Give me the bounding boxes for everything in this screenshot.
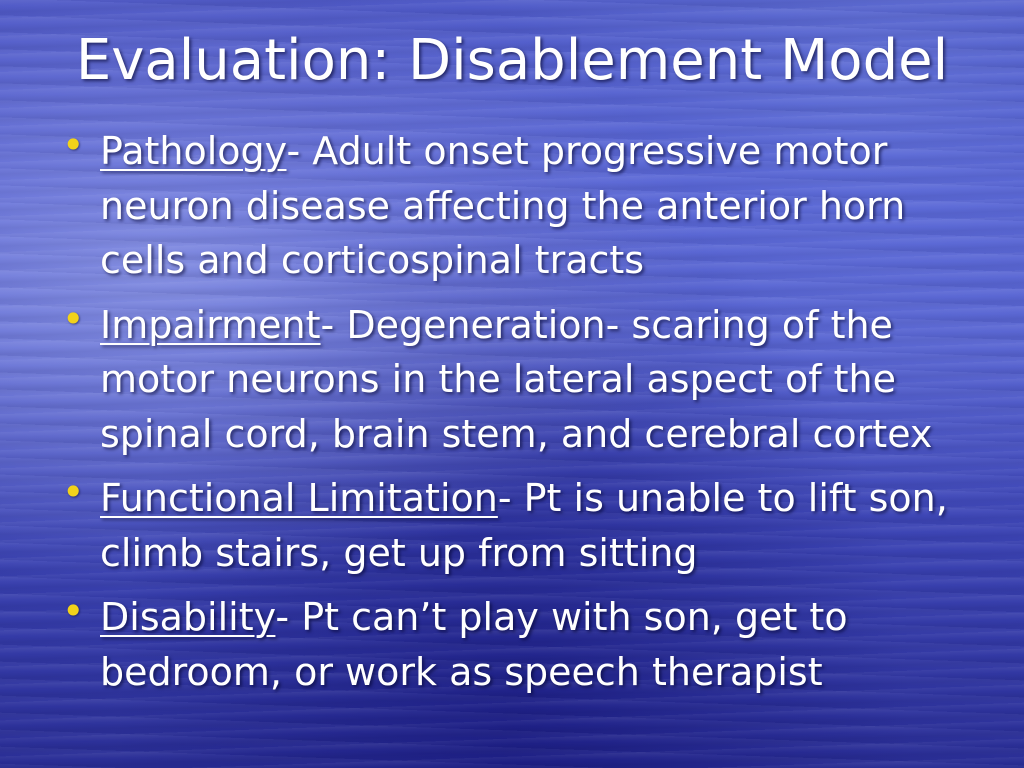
bullet-text: - Adult onset progressive motor neuron disease affecting the anterior horn cells and corticospinal tracts: [100, 129, 906, 282]
bullet-text: - Degeneration- scaring of the motor neurons in the lateral aspect of the spinal cord, brain stem, and cerebral cortex: [100, 302, 933, 456]
bullet-item-impairment: [60, 298, 980, 462]
bullet-dot-icon: •: [62, 296, 85, 341]
bullet-item-functional-limitation: [60, 471, 980, 580]
bullet-dot-icon: •: [62, 589, 85, 633]
bullet-text: - Pt is unable to lift son, climb stairs, get up from sitting: [100, 476, 948, 575]
bullet-term: Functional Limitation: [100, 476, 498, 520]
bullet-term: Impairment: [100, 302, 321, 347]
bullet-item-disability: [60, 590, 980, 699]
bullet-list: [60, 124, 980, 709]
bullet-term: Disability: [100, 595, 276, 639]
slide-title: Evaluation: Disablement Model: [75, 28, 949, 93]
bullet-dot-icon: •: [62, 470, 85, 514]
bullet-text: - Pt can’t play with son, get to bedroom, or work as speech therapist: [100, 595, 848, 694]
bullet-term: Pathology: [100, 129, 287, 173]
bullet-dot-icon: •: [62, 123, 85, 167]
bullet-item-pathology: [60, 124, 980, 288]
